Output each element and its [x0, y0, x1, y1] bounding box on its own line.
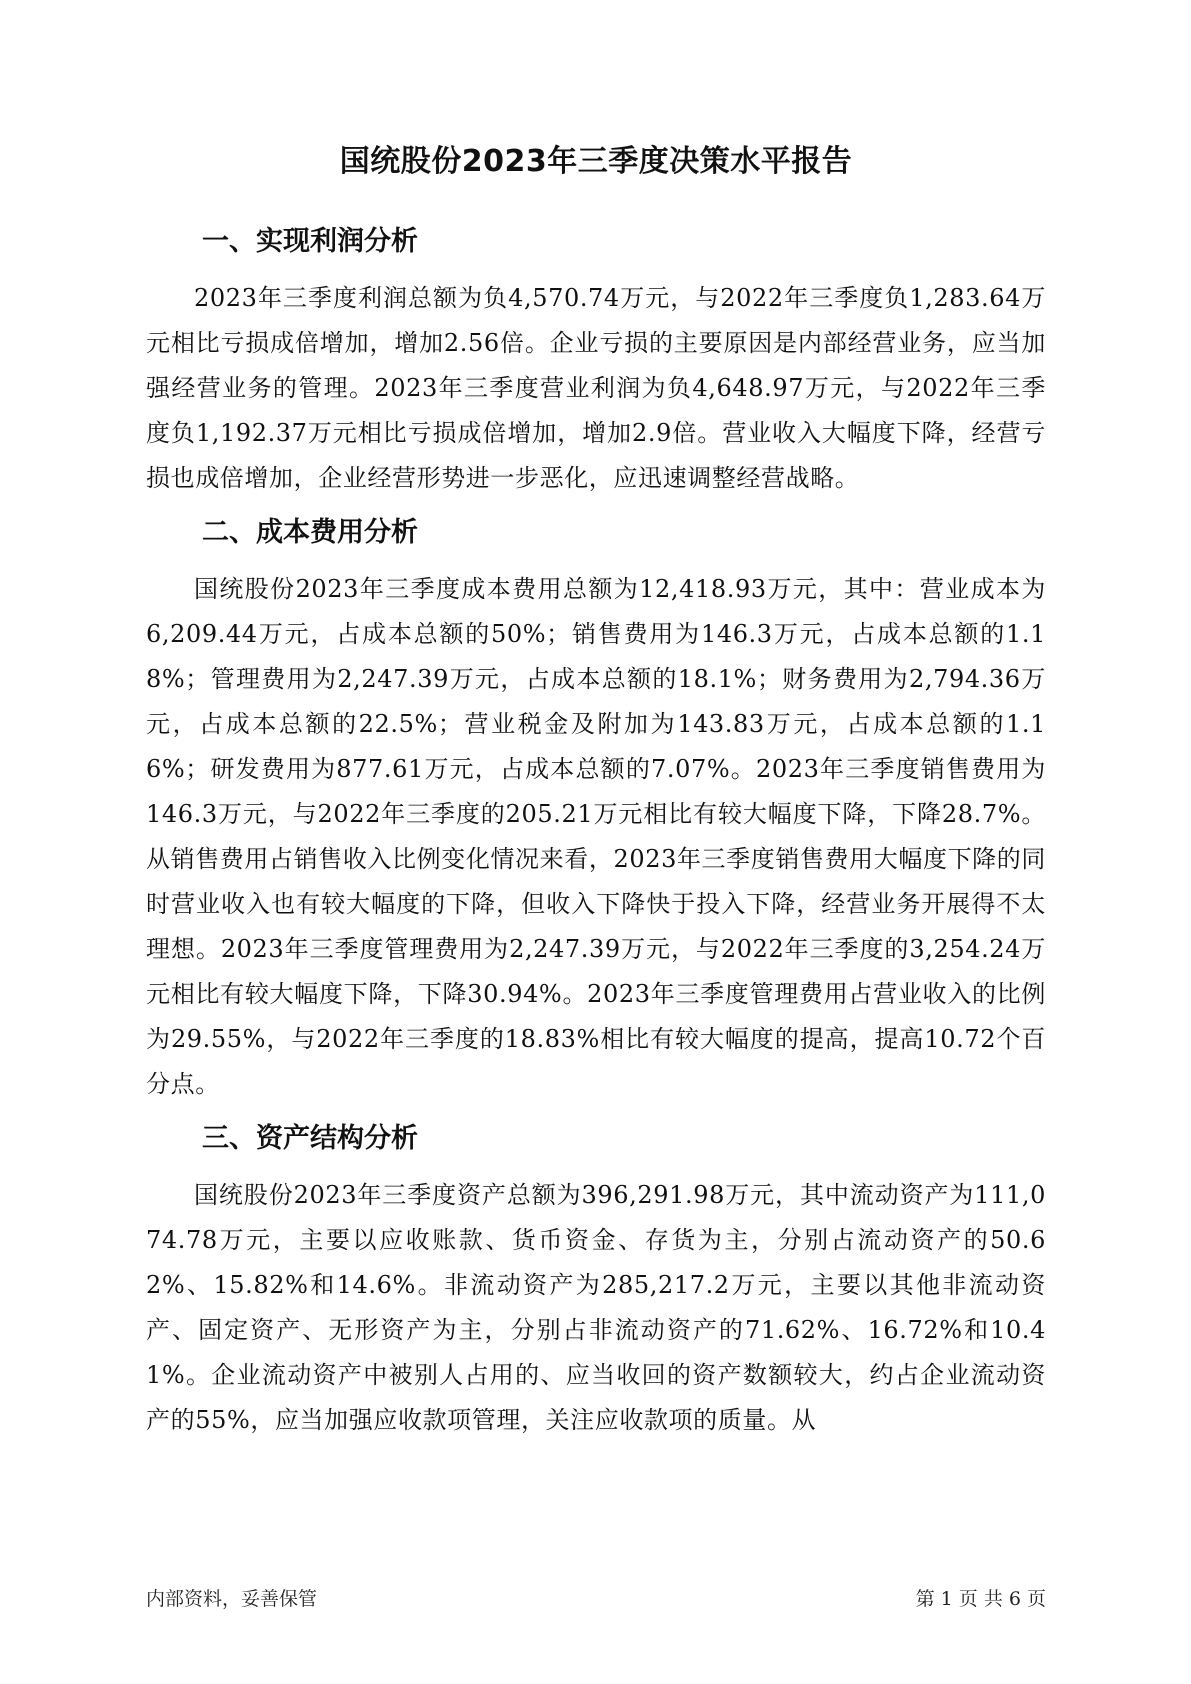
- section-heading-cost: 二、成本费用分析: [202, 517, 418, 548]
- footer-confidential-note: 内部资料，妥善保管: [146, 1588, 318, 1610]
- document-body: [146, 140, 1046, 1455]
- page-footer: [146, 1584, 1046, 1614]
- section-paragraph-cost: 国统股份2023年三季度成本费用总额为12,418.93万元，其中：营业成本为6,209.44万元，占成本总额的50%；销售费用为146.3万元，占成本总额的1.18%；管理费用为2,247.39万元，占成本总额的18.1%；财务费用为2,794.36万元，占成本总额的22.5%；营业税金及附加为143.83万元，占成本总额的1.16%；研发费用为877.61万元，占成本总额的7.07%。2023年三季度销售费用为146.3万元，与2022年三季度的205.21万元相比有较大幅度下降，下降28.7%。从销售费用占销售收入比例变化情况来看，2023年三季度销售费用大幅度下降的同时营业收入也有较大幅度的下降，但收入下降快于投入下降，经营业务开展得不太理想。2023年三季度管理费用为2,247.39万元，与2022年三季度的3,254.24万元相比有较大幅度下降，下降30.94%。2023年三季度管理费用占营业收入的比例为29.55%，与2022年三季度的18.83%相比有较大幅度的提高，提高10.72个百分点。: [146, 575, 1046, 1098]
- footer-page-number: 第 1 页 共 6 页: [915, 1588, 1046, 1610]
- document-title: 国统股份2023年三季度决策水平报告: [339, 144, 853, 179]
- section-paragraph-profit: 2023年三季度利润总额为负4,570.74万元，与2022年三季度负1,283.64万元相比亏损成倍增加，增加2.56倍。企业亏损的主要原因是内部经营业务，应当加强经营业务的管理。2023年三季度营业利润为负4,648.97万元，与2022年三季度负1,192.37万元相比亏损成倍增加，增加2.9倍。营业收入大幅度下降，经营亏损也成倍增加，企业经营形势进一步恶化，应迅速调整经营战略。: [146, 284, 1046, 492]
- section-heading-profit: 一、实现利润分析: [202, 226, 418, 257]
- section-heading-assets: 三、资产结构分析: [202, 1123, 418, 1154]
- section-paragraph-assets: 国统股份2023年三季度资产总额为396,291.98万元，其中流动资产为111,074.78万元，主要以应收账款、货币资金、存货为主，分别占流动资产的50.62%、15.82%和14.6%。非流动资产为285,217.2万元，主要以其他非流动资产、固定资产、无形资产为主，分别占非流动资产的71.62%、16.72%和10.41%。企业流动资产中被别人占用的、应当收回的资产数额较大，约占企业流动资产的55%，应当加强应收款项管理，关注应收款项的质量。从: [146, 1181, 1046, 1434]
